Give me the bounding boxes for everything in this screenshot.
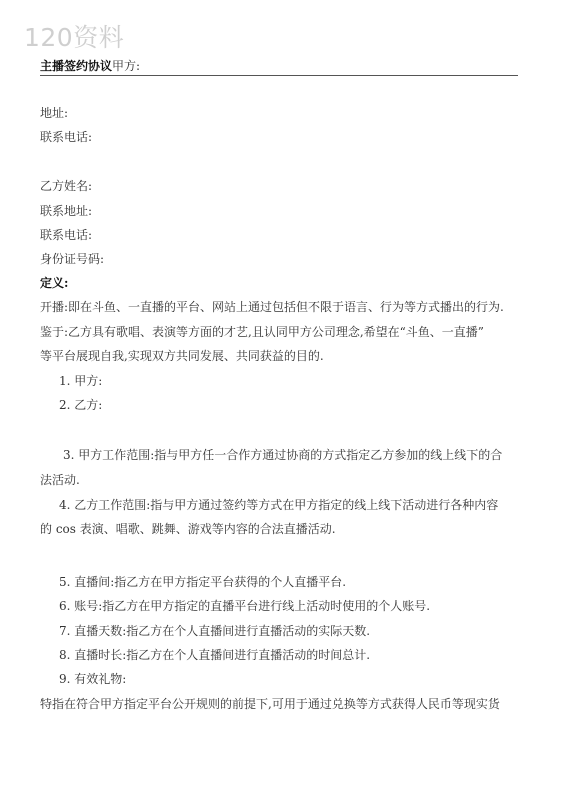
party-b-name: 乙方姓名: <box>40 179 93 193</box>
definition-item-3-line-2: 法活动. <box>40 473 80 487</box>
definition-item-9: 9. 有效礼物: <box>59 672 127 686</box>
definition-item-6: 6. 账号:指乙方在甲方指定的直播平台进行线上活动时使用的个人账号. <box>59 599 431 613</box>
definition-item-4-line-2: 的 cos 表演、唱歌、跳舞、游戏等内容的合法直播活动. <box>40 522 336 536</box>
watermark-logo: 120资料 <box>24 23 125 52</box>
definition-item-3-line-1: 3. 甲方工作范围:指与甲方任一合作方通过协商的方式指定乙方参加的线上线下的合 <box>63 448 503 462</box>
party-a-address: 地址: <box>40 106 69 120</box>
definition-item-2: 2. 乙方: <box>59 398 103 412</box>
party-b-id-number: 身份证号码: <box>40 252 105 266</box>
party-b-phone: 联系电话: <box>40 228 93 242</box>
definition-item-7: 7. 直播天数:指乙方在个人直播间进行直播活动的实际天数. <box>59 624 371 638</box>
agreement-title <box>40 58 518 76</box>
definition-item-5: 5. 直播间:指乙方在甲方指定平台获得的个人直播平台. <box>59 575 347 589</box>
definitions-heading: 定义: <box>40 276 69 290</box>
party-a-label: 甲方: <box>112 59 141 73</box>
definition-live-broadcast: 开播:即在斗鱼、一直播的平台、网站上通过包括但不限于语言、行为等方式播出的行为. <box>40 300 504 314</box>
whereas-line-1: 鉴于:乙方具有歌唱、表演等方面的才艺,且认同甲方公司理念,希望在“斗鱼、一直播” <box>40 325 484 339</box>
title-bold-text: 主播签约协议 <box>40 59 113 73</box>
definition-item-1: 1. 甲方: <box>59 374 103 388</box>
party-b-address: 联系地址: <box>40 204 93 218</box>
whereas-line-2: 等平台展现自我,实现双方共同发展、共同获益的目的. <box>40 349 324 363</box>
party-a-phone: 联系电话: <box>40 130 93 144</box>
definition-item-4-line-1: 4. 乙方工作范围:指与甲方通过签约等方式在甲方指定的线上线下活动进行各种内容 <box>59 498 499 512</box>
definition-item-9-text: 特指在符合甲方指定平台公开规则的前提下,可用于通过兑换等方式获得人民币等现实货 <box>40 697 500 711</box>
definition-item-8: 8. 直播时长:指乙方在个人直播间进行直播活动的时间总计. <box>59 648 371 662</box>
